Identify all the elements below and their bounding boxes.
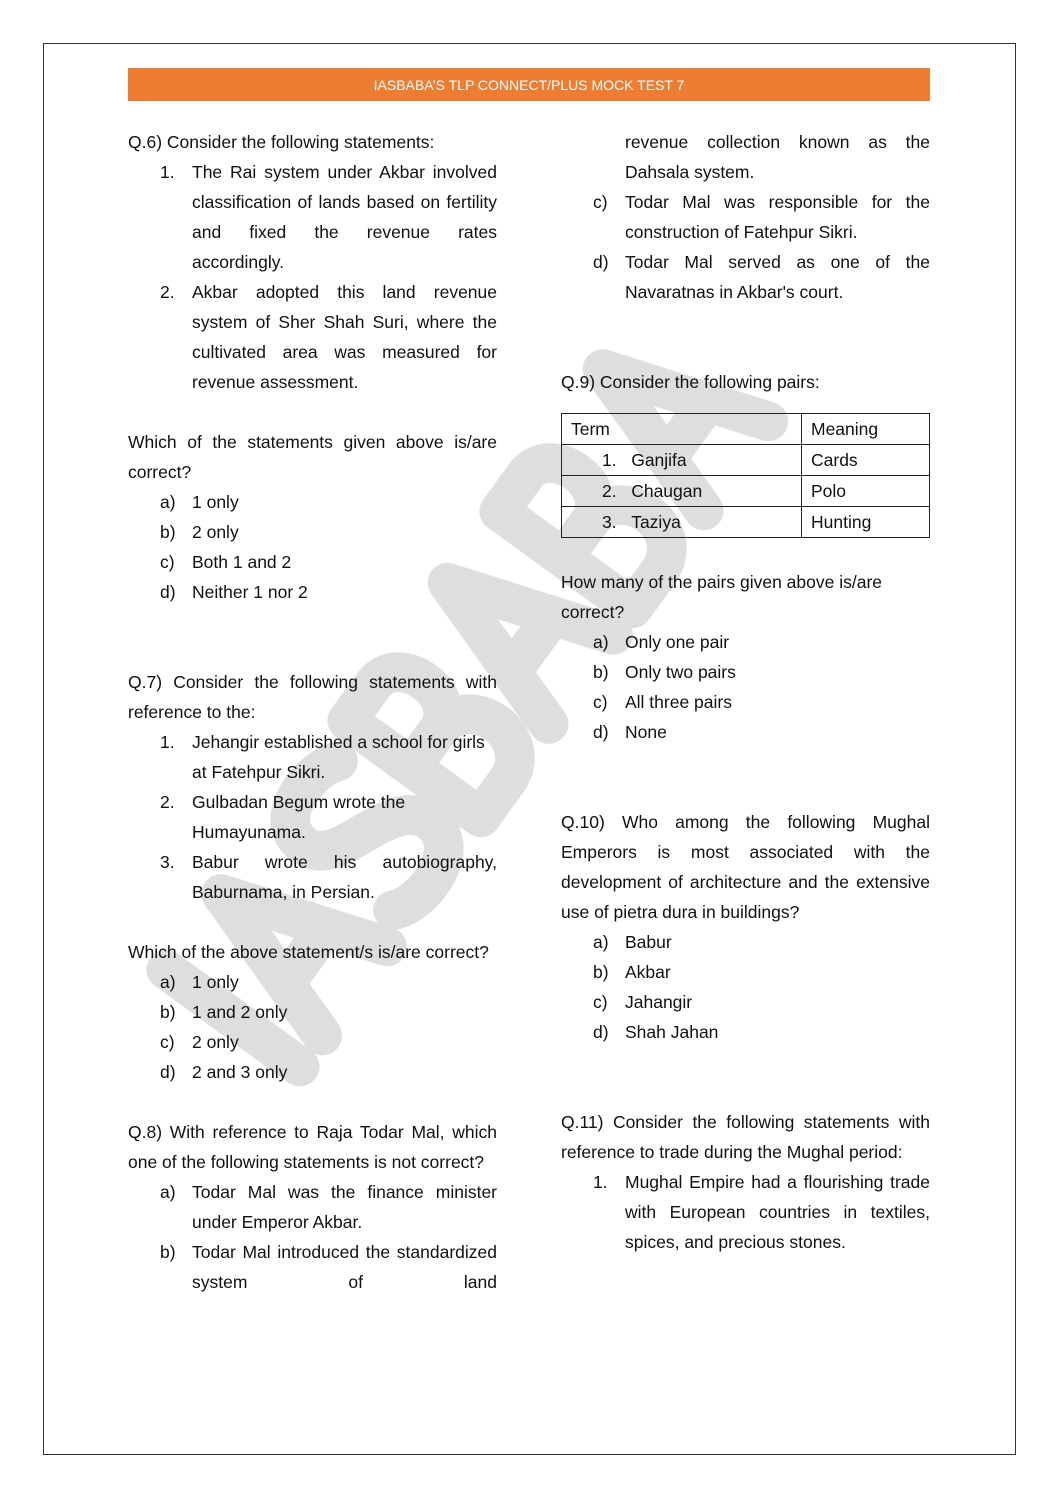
option-text: Both 1 and 2 (192, 552, 292, 572)
option-text: All three pairs (625, 692, 732, 712)
option-item (128, 1027, 497, 1057)
question-stem: Q.11) Consider the following statements with reference to trade during the Mughal period: (561, 1112, 930, 1162)
question-stem: Q.7) Consider the following statements with reference to the: (128, 672, 497, 722)
option-item (561, 957, 930, 987)
question-10 (561, 807, 930, 1047)
item-marker: 1. (160, 732, 175, 752)
option-item (561, 717, 930, 747)
item-text: Gulbadan Begum wrote the Humayunama. (192, 792, 406, 842)
item-marker: 2. (160, 792, 175, 812)
header-meaning: Meaning (802, 414, 930, 445)
option-marker: b) (160, 522, 176, 542)
option-item (128, 487, 497, 517)
option-text: 2 and 3 only (192, 1062, 288, 1082)
option-item (561, 247, 930, 307)
meaning-cell: Hunting (802, 507, 930, 538)
option-item (561, 687, 930, 717)
question-stem: Q.10) Who among the following Mughal Emperors is most associated with the development of architecture and the extensive use of pietra dura in buildings? (561, 812, 930, 922)
option-item (128, 1057, 497, 1087)
item-marker: 1. (160, 162, 175, 182)
question-8 (128, 1117, 497, 1297)
item-marker: 3. (160, 852, 175, 872)
option-text: Todar Mal was the finance minister under Emperor Akbar. (192, 1182, 497, 1232)
option-text: Akbar (625, 962, 671, 982)
page-header: IASBABA’S TLP CONNECT/PLUS MOCK TEST 7 (128, 68, 930, 101)
option-item (561, 1017, 930, 1047)
question-stem: Q.6) Consider the following statements: (128, 132, 435, 152)
option-marker: a) (593, 932, 609, 952)
option-text: 1 only (192, 492, 239, 512)
term-text: Taziya (631, 511, 681, 532)
option-marker: c) (160, 552, 175, 572)
statement-item (128, 277, 497, 397)
term-cell (562, 507, 802, 538)
meaning-cell: Polo (802, 476, 930, 507)
option-text: 1 and 2 only (192, 1002, 288, 1022)
option-text: Neither 1 nor 2 (192, 582, 308, 602)
option-item (128, 517, 497, 547)
option-marker: a) (160, 492, 176, 512)
item-text: Babur wrote his autobiography, Baburnama, in Persian. (192, 852, 497, 902)
item-marker: 1. (593, 1172, 608, 1192)
option-item (561, 627, 930, 657)
row-number: 1. (602, 449, 617, 470)
option-item (561, 657, 930, 687)
option-text: Todar Mal was responsible for the construction of Fatehpur Sikri. (625, 192, 930, 242)
option-text: Todar Mal introduced the standardized system of land (192, 1242, 497, 1292)
option-marker: c) (593, 692, 608, 712)
option-text: 2 only (192, 1032, 239, 1052)
term-cell (562, 445, 802, 476)
option-marker: b) (593, 662, 609, 682)
option-item (561, 187, 930, 247)
option-marker: b) (593, 962, 609, 982)
option-item (128, 1237, 497, 1297)
statement-item (128, 847, 497, 907)
question-prompt: How many of the pairs given above is/are correct? (561, 572, 882, 622)
option-marker: d) (160, 1062, 176, 1082)
item-text: Jehangir established a school for girls at Fatehpur Sikri. (192, 732, 485, 782)
table-header-row (562, 414, 930, 445)
option-text: None (625, 722, 667, 742)
question-prompt: Which of the statements given above is/are correct? (128, 432, 497, 482)
header-term: Term (562, 414, 802, 445)
option-text: Jahangir (625, 992, 693, 1012)
option-text: Babur (625, 932, 672, 952)
pairs-table (561, 413, 930, 538)
option-continuation: revenue collection known as the Dahsala system. (625, 132, 930, 182)
option-marker: d) (593, 722, 609, 742)
option-item (561, 927, 930, 957)
option-item (561, 987, 930, 1017)
option-item (128, 577, 497, 607)
option-marker: a) (160, 1182, 176, 1202)
meaning-cell: Cards (802, 445, 930, 476)
term-text: Ganjifa (631, 449, 687, 470)
table-row (562, 507, 930, 538)
item-text: The Rai system under Akbar involved classification of lands based on fertility and fixed the revenue rates accordingly. (192, 162, 497, 272)
right-column (561, 127, 930, 1257)
option-marker: c) (160, 1032, 175, 1052)
statement-item (128, 787, 497, 847)
table-row (562, 445, 930, 476)
item-text: Akbar adopted this land revenue system of Sher Shah Suri, where the cultivated area was measured for revenue assessment. (192, 282, 497, 392)
option-text: 1 only (192, 972, 239, 992)
question-7 (128, 667, 497, 1087)
statement-item (561, 1167, 930, 1257)
option-marker: a) (160, 972, 176, 992)
option-marker: b) (160, 1242, 176, 1262)
option-text: Shah Jahan (625, 1022, 719, 1042)
option-item (128, 967, 497, 997)
option-marker: b) (160, 1002, 176, 1022)
option-marker: c) (593, 192, 608, 212)
option-text: Only one pair (625, 632, 730, 652)
question-stem: Q.9) Consider the following pairs: (561, 372, 820, 392)
option-item (128, 997, 497, 1027)
option-marker: d) (593, 252, 609, 272)
option-marker: d) (593, 1022, 609, 1042)
option-item (128, 1177, 497, 1237)
option-item (128, 547, 497, 577)
item-text: Mughal Empire had a flourishing trade with European countries in textiles, spices, and precious stones. (625, 1172, 930, 1252)
row-number: 2. (602, 480, 617, 501)
option-marker: d) (160, 582, 176, 602)
term-cell (562, 476, 802, 507)
table-row (562, 476, 930, 507)
option-marker: c) (593, 992, 608, 1012)
question-6 (128, 127, 497, 607)
question-stem: Q.8) With reference to Raja Todar Mal, which one of the following statements is not correct? (128, 1122, 497, 1172)
item-marker: 2. (160, 282, 175, 302)
option-marker: a) (593, 632, 609, 652)
option-text: Only two pairs (625, 662, 736, 682)
term-text: Chaugan (631, 480, 703, 501)
question-8-continued (561, 127, 930, 307)
question-11 (561, 1107, 930, 1257)
row-number: 3. (602, 511, 617, 532)
statement-item (128, 727, 497, 787)
option-text: 2 only (192, 522, 239, 542)
left-column (128, 127, 497, 1297)
question-9 (561, 367, 930, 747)
statement-item (128, 157, 497, 277)
question-prompt: Which of the above statement/s is/are correct? (128, 942, 489, 962)
option-text: Todar Mal served as one of the Navaratnas in Akbar's court. (625, 252, 930, 302)
